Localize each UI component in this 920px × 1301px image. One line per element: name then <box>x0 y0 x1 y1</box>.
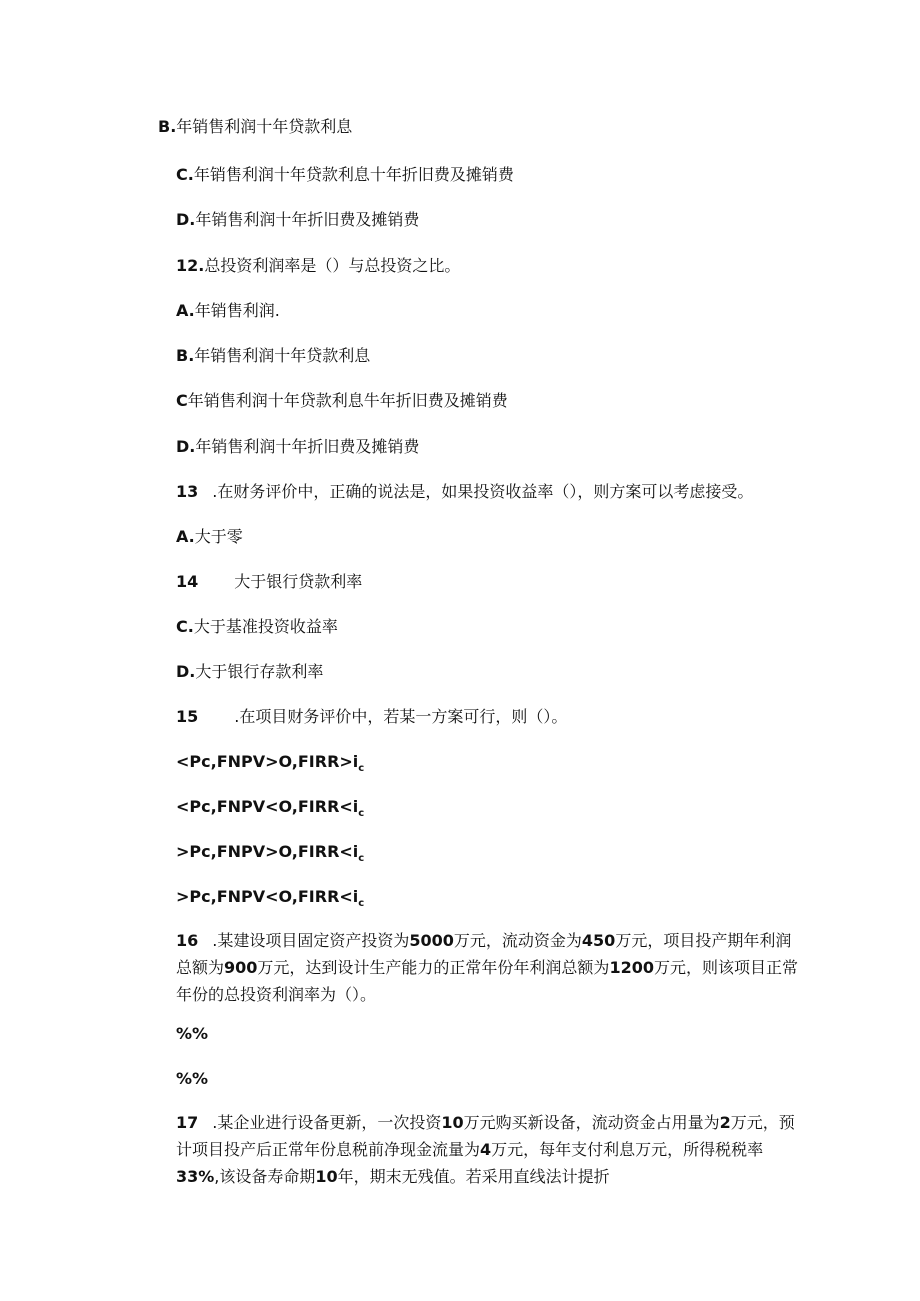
option-d: D.大于银行存款利率 <box>176 662 324 681</box>
question-16 <box>140 927 800 1008</box>
option-a: A.大于零 <box>176 527 243 546</box>
question-12: 12.总投资利润率是（）与总投资之比。 <box>176 256 461 275</box>
option-c: C年销售利润十年贷款利息牛年折旧费及摊销费 <box>176 391 508 410</box>
option-formula: $<Pc,FNPV>O,FIRR>i_c$ <box>176 752 365 774</box>
option-c: C.年销售利润十年贷款利息十年折旧费及摊销费 <box>176 165 514 184</box>
option-b: B.年销售利润十年贷款利息 <box>158 117 353 136</box>
option-c: C.大于基准投资收益率 <box>176 617 338 636</box>
question-17-text: 17 .某企业进行设备更新，一次投资10万元购买新设备，流动资金占用量为2万元，预计项目投产后正常年份息税前净现金流量为4万元，每年支付利息万元，所得税税率33%,该设备寿命期10年，期末无残值。若采用直线法计提折 <box>176 1113 795 1186</box>
option-b-numbered: 14 大于银行贷款利率 <box>176 572 363 591</box>
option-d: D.年销售利润十年折旧费及摊销费 <box>176 437 420 456</box>
question-13: 13 .在财务评价中，正确的说法是，如果投资收益率（），则方案可以考虑接受。 <box>176 482 754 501</box>
option-a: A.年销售利润. <box>176 301 280 320</box>
option-formula: $>Pc,FNPV>O,FIRR<i_c$ <box>176 842 365 864</box>
question-16-text: 16 .某建设项目固定资产投资为5000万元，流动资金为450万元，项目投产期年利润总额为900万元，达到设计生产能力的正常年份年利润总额为1200万元，则该项目正常年份的总投资利润率为（）。 <box>176 931 798 1004</box>
option-d: D.年销售利润十年折旧费及摊销费 <box>176 210 420 229</box>
question-17 <box>140 1109 800 1190</box>
option-percent: %% <box>176 1069 209 1088</box>
option-b: B.年销售利润十年贷款利息 <box>176 346 371 365</box>
question-15: 15 .在项目财务评价中，若某一方案可行，则（）。 <box>176 707 568 726</box>
option-formula: $<Pc,FNPV<O,FIRR<i_c$ <box>176 797 365 819</box>
option-percent: %% <box>176 1024 209 1043</box>
option-formula: $>Pc,FNPV<O,FIRR<i_c$ <box>176 887 365 909</box>
